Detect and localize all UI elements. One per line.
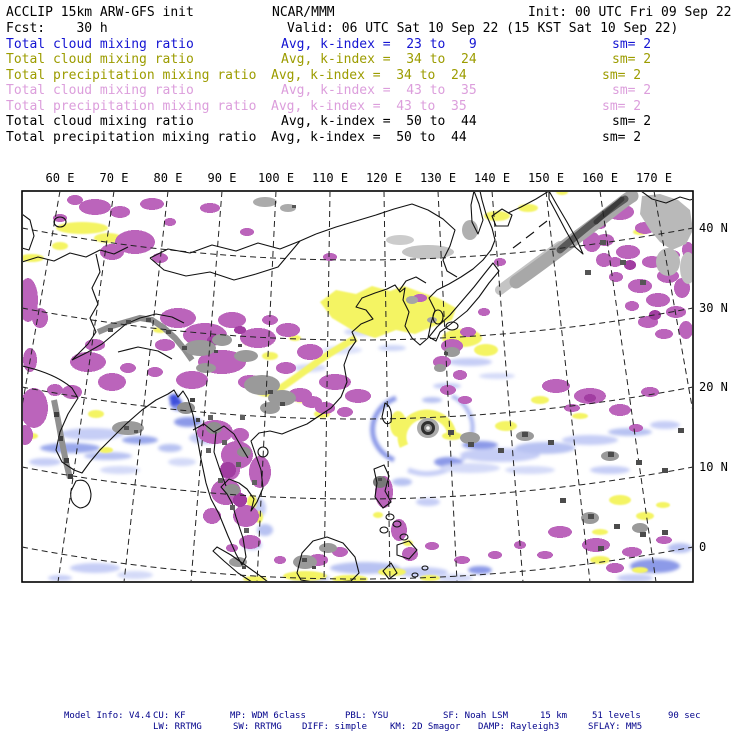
- legend-row-label: Total precipitation mixing ratio: [6, 99, 257, 114]
- legend-row-label: Total cloud mixing ratio: [6, 83, 194, 98]
- model-info-token: 90 sec: [668, 711, 701, 721]
- lat-tick-label: 20 N: [699, 380, 728, 394]
- legend-row-stat: Avg, k-index = 50 to 44: [271, 130, 467, 145]
- legend-row-sm: sm= 2: [612, 114, 652, 129]
- legend-row-stat: Avg, k-index = 34 to 24: [271, 68, 467, 83]
- lon-tick-label: 90 E: [207, 171, 237, 185]
- model-info-token: Model Info: V4.4: [64, 711, 151, 721]
- legend-row-label: Total cloud mixing ratio: [6, 52, 194, 67]
- lat-tick-label: 30 N: [699, 301, 728, 315]
- model-info-token: SFLAY: MM5: [588, 722, 643, 732]
- lat-tick-label: 40 N: [699, 221, 728, 235]
- typhoon-eye: [417, 418, 439, 438]
- model-info-token: DIFF: simple: [302, 722, 368, 732]
- legend-row-sm: sm= 2: [612, 37, 652, 52]
- init-time: Init: 00 UTC Fri 09 Sep 22: [528, 5, 732, 20]
- legend-row-label: Total cloud mixing ratio: [6, 114, 194, 129]
- legend-row-stat: Avg, k-index = 50 to 44: [281, 114, 477, 129]
- model-info-token: LW: RRTMG: [153, 722, 202, 732]
- legend-row-label: Total cloud mixing ratio: [6, 37, 194, 52]
- valid-time: Valid: 06 UTC Sat 10 Sep 22 (15 KST Sat 10 Sep 22): [287, 21, 679, 36]
- legend-row-stat: Avg, k-index = 43 to 35: [281, 83, 477, 98]
- legend-row-sm: sm= 2: [602, 130, 642, 145]
- model-info-token: CU: KF: [153, 711, 186, 721]
- lon-tick-label: 130 E: [419, 171, 457, 185]
- lon-tick-label: 110 E: [311, 171, 349, 185]
- legend-row-sm: sm= 2: [612, 83, 652, 98]
- model-info-token: SW: RRTMG: [233, 722, 282, 732]
- model-info-token: PBL: YSU: [345, 711, 389, 721]
- legend-row-stat: Avg, k-index = 34 to 24: [281, 52, 477, 67]
- lon-tick-label: 160 E: [581, 171, 619, 185]
- lon-tick-label: 100 E: [257, 171, 295, 185]
- lon-tick-label: 60 E: [45, 171, 75, 185]
- lon-tick-label: 150 E: [527, 171, 565, 185]
- legend-row-sm: sm= 2: [602, 68, 642, 83]
- lon-tick-label: 80 E: [153, 171, 183, 185]
- legend-row-sm: sm= 2: [612, 52, 652, 67]
- lon-tick-label: 170 E: [635, 171, 673, 185]
- lat-tick-label: 10 N: [699, 460, 728, 474]
- lon-tick-label: 120 E: [365, 171, 403, 185]
- model-info-token: KM: 2D Smagor: [390, 722, 461, 732]
- model-info-token: 51 levels: [592, 711, 641, 721]
- legend-row-stat: Avg, k-index = 43 to 35: [271, 99, 467, 114]
- org-label: NCAR/MMM: [272, 5, 335, 20]
- legend-row-label: Total precipitation mixing ratio: [6, 68, 257, 83]
- model-info-token: DAMP: Rayleigh3: [478, 722, 560, 732]
- model-info-token: SF: Noah LSM: [443, 711, 509, 721]
- legend-row-label: Total precipitation mixing ratio: [6, 130, 257, 145]
- convective-cells-dark: [54, 205, 684, 569]
- lat-tick-label: 0: [699, 540, 707, 554]
- legend-row-stat: Avg, k-index = 23 to 9: [281, 37, 477, 52]
- model-info-token: 15 km: [540, 711, 568, 721]
- lon-tick-label: 70 E: [99, 171, 129, 185]
- lon-tick-label: 140 E: [473, 171, 511, 185]
- legend-row-sm: sm= 2: [602, 99, 642, 114]
- model-info-token: MP: WDM 6class: [230, 711, 306, 721]
- model-title: ACCLIP 15km ARW-GFS init: [6, 5, 194, 20]
- fcst-hour: Fcst: 30 h: [6, 21, 108, 36]
